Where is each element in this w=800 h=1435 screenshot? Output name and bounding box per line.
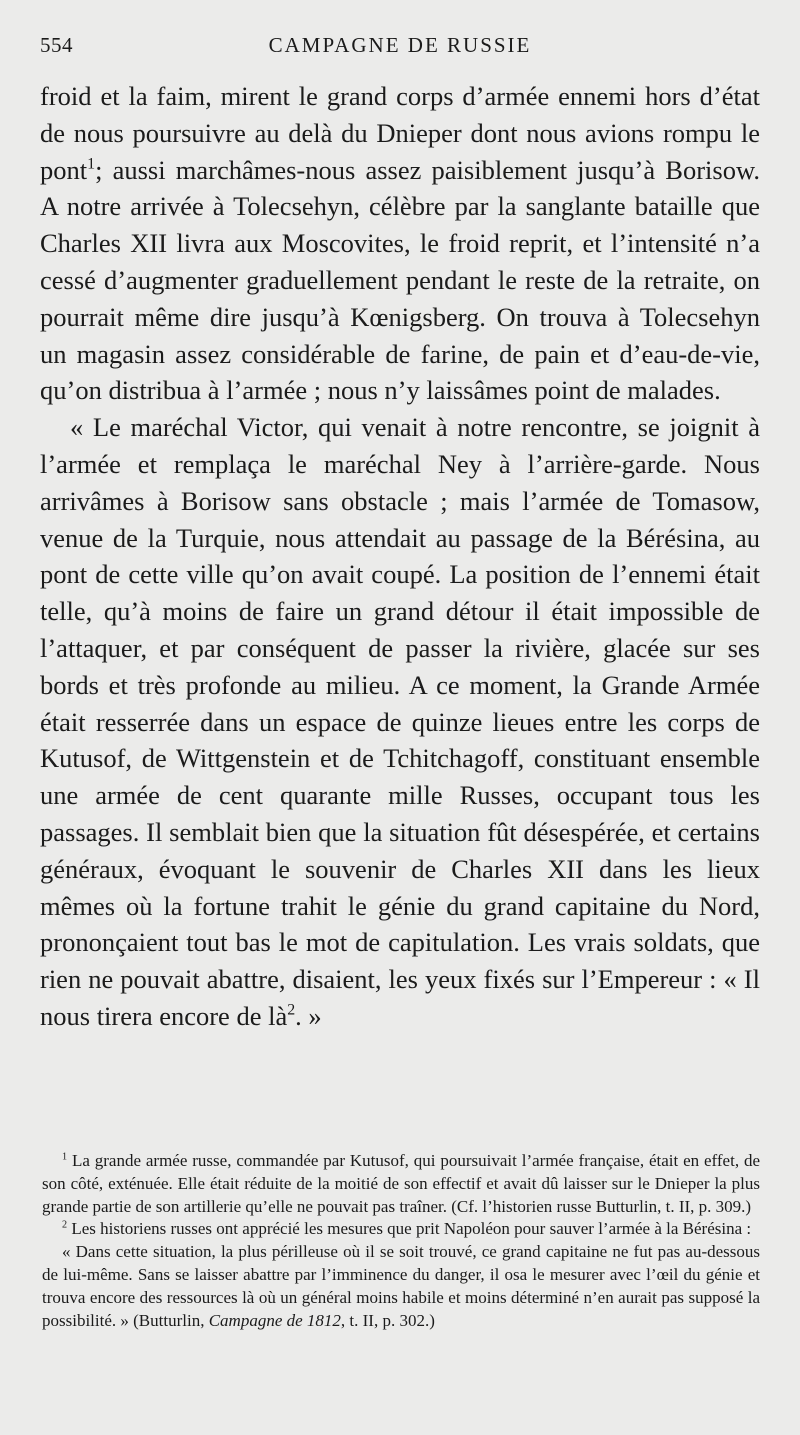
footnote-2-text: Les historiens russes ont apprécié les mesures que prit Napoléon pour sauver l’armée à la Bérésina : — [67, 1219, 752, 1239]
footnote-1 — [42, 1150, 760, 1218]
footnote-2-marker: 2 — [62, 1219, 68, 1231]
quote-book-title: Campagne de 1812 — [208, 1310, 341, 1330]
footnote-2 — [42, 1218, 760, 1241]
quote-text: « Dans cette situation, la plus périlleuse où il se soit trouvé, ce grand capitaine ne fut pas au-dessous de lui-même. Sans se laisser abattre par l’imminence du danger, il osa le mesurer avec l’œil du génie et trouva encore des ressources là où un général moins habile et moins déterminé n’en aurait pas supposé la possibilité. » (Butturlin, — [42, 1242, 760, 1330]
paragraph-2-text-a: « Le maréchal Victor, qui venait à notre rencontre, se joignit à l’armée et remplaça le maréchal Ney à l’arrière-garde. Nous arrivâmes à Borisow sans obstacle ; mais l’armée de Tomasow, venue de la Turquie, nous attendait au passage de la Bérésina, au pont de cette ville qu’on avait coupé. La position de l’ennemi était telle, qu’à moins de faire un grand détour il était impossible de l’attaquer, et par conséquent de passer la rivière, glacée sur ses bords et très profonde au milieu. A ce moment, la Grande Armée était resserrée dans un espace de quinze lieues entre les corps de Kutusof, de Wittgenstein et de Tchitchagoff, constituant ensemble une armée de cent quarante mille Russes, occupant tous les passages. Il semblait bien que la situation fût désespérée, et certains généraux, évoquant le souvenir de Charles XII dans les lieux mêmes où la fortune trahit le génie du grand capitaine du Nord, prononçaient tout bas le mot de capitulation. Les vrais soldats, que rien ne pouvait abattre, disaient, les yeux fixés sur l’Empereur : « Il nous tirera encore de là — [40, 412, 760, 1031]
page-number: 554 — [40, 33, 73, 57]
footnote-1-text: La grande armée russe, commandée par Kutusof, qui poursuivait l’armée française, était en effet, de son côté, exténuée. Elle était réduite de la moitié de son effectif et avait dû laisser sur le Dnieper la plus grande partie de son artillerie qu’elle ne pouvait pas traîner. (Cf. l’historien russe Butturlin, t. II, p. 309.) — [42, 1151, 760, 1216]
paragraph-2 — [40, 409, 760, 1035]
footnote-1-marker: 1 — [62, 1151, 68, 1163]
main-text — [40, 78, 760, 1035]
footnote-ref-1: 1 — [87, 155, 96, 173]
paragraph-1-text-a: froid et la faim, mirent le grand corps d’armée ennemi hors d’état de nous poursuivre au delà du Dnieper dont nous avions rompu le pont — [40, 81, 760, 185]
paragraph-1-text-b: ; aussi marchâmes-nous assez paisiblement jusqu’à Borisow. A notre arrivée à Tolecsehyn, célèbre par la sanglante bataille que Charles XII livra aux Moscovites, le froid reprit, et l’intensité n’a cessé d’augmenter graduellement pendant le reste de la retraite, on pourrait même dire jusqu’à Kœnigsberg. On trouva à Tolecsehyn un magasin assez considérable de farine, de pain et d’eau-de-vie, qu’on distribua à l’armée ; nous n’y laissâmes point de malades. — [40, 154, 760, 406]
footnotes — [42, 1150, 760, 1332]
quote-citation: , t. II, p. 302.) — [340, 1310, 435, 1330]
paragraph-2-text-b: . » — [295, 1000, 322, 1031]
running-title: CAMPAGNE DE RUSSIE — [268, 33, 532, 57]
footnote-ref-2: 2 — [287, 1001, 296, 1019]
footnote-2-quote — [42, 1241, 760, 1332]
page-header — [40, 30, 760, 60]
paragraph-1 — [40, 78, 760, 409]
